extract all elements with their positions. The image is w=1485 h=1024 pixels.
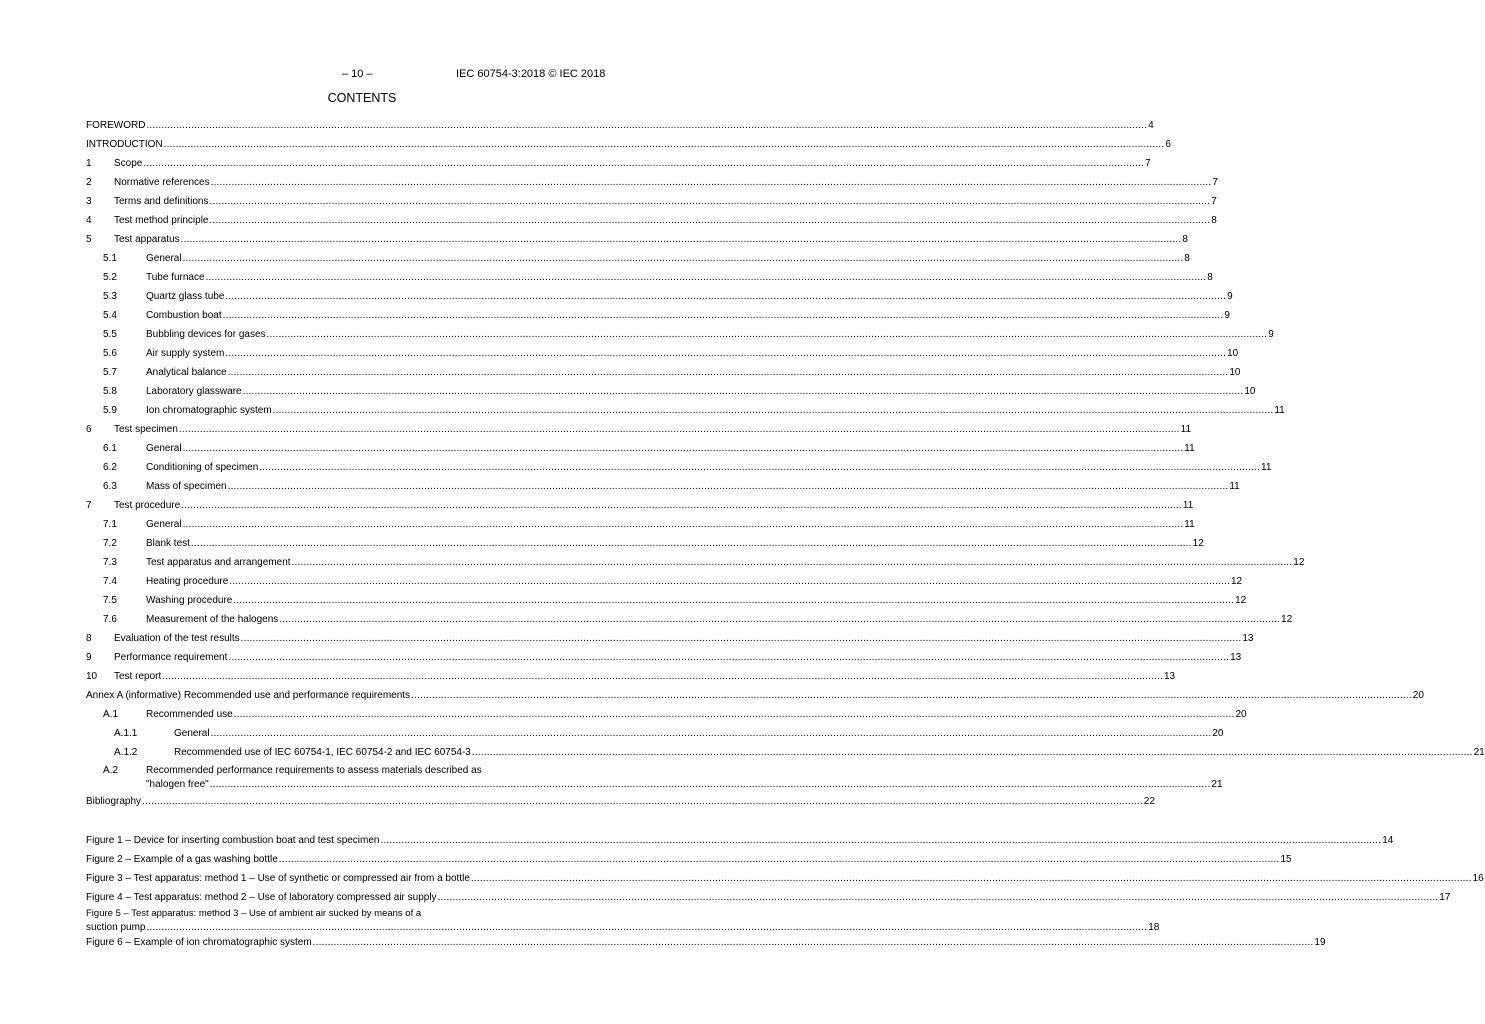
toc-entry-label: Mass of specimen bbox=[146, 481, 227, 492]
toc-entry[interactable] bbox=[86, 401, 1285, 420]
toc-entry-number: 5.2 bbox=[103, 272, 117, 283]
toc-entry-label-line1: Recommended performance requirements to assess materials described as bbox=[146, 765, 482, 776]
toc-entry-label: Test apparatus bbox=[114, 234, 180, 245]
toc-entry-page: 12 bbox=[1293, 557, 1305, 568]
toc-entry-page: 13 bbox=[1230, 652, 1242, 663]
toc-entry-page: 20 bbox=[1212, 728, 1224, 739]
toc-entry-page: 12 bbox=[1192, 538, 1204, 549]
toc-entry-label: Combustion boat bbox=[146, 310, 222, 321]
toc-entry[interactable] bbox=[86, 743, 1485, 762]
toc-entry-label: Blank test bbox=[146, 538, 190, 549]
page-number: – 10 – bbox=[342, 68, 373, 80]
toc-entry-page: 11 bbox=[1180, 424, 1192, 435]
toc-entry-label-line2: "halogen free" bbox=[146, 779, 209, 790]
toc-entry-page: 13 bbox=[1242, 633, 1254, 644]
toc-entry-number: 6.3 bbox=[103, 481, 117, 492]
toc-entry[interactable] bbox=[86, 591, 1247, 610]
toc-entry[interactable] bbox=[86, 477, 1240, 496]
toc-entry-number: 5.8 bbox=[103, 386, 117, 397]
toc-entry-number: 5 bbox=[86, 234, 92, 245]
toc-entry-label: Test method principle bbox=[114, 215, 209, 226]
toc-entry[interactable] bbox=[86, 268, 1213, 287]
figure-entry-page: 19 bbox=[1314, 937, 1326, 948]
toc-entry[interactable] bbox=[86, 211, 1217, 230]
toc-entry[interactable] bbox=[86, 724, 1224, 743]
figure-entry[interactable] bbox=[86, 888, 1451, 907]
toc-entry[interactable] bbox=[86, 496, 1194, 515]
toc-entry-page: 7 bbox=[1145, 158, 1151, 169]
toc-entry-page: 9 bbox=[1227, 291, 1233, 302]
toc-entry-label: Ion chromatographic system bbox=[146, 405, 272, 416]
toc-entry[interactable] bbox=[86, 154, 1151, 173]
toc-entry-bibliography[interactable] bbox=[86, 792, 1155, 811]
toc-entry-label: Test specimen bbox=[114, 424, 178, 435]
toc-entry-page: 8 bbox=[1184, 253, 1190, 264]
toc-entry[interactable] bbox=[86, 515, 1195, 534]
toc-entry[interactable] bbox=[86, 534, 1204, 553]
toc-entry[interactable] bbox=[86, 762, 1223, 792]
toc-entry-number: A.1.1 bbox=[114, 728, 138, 739]
toc-entry-page: 13 bbox=[1163, 671, 1176, 682]
figure-entry[interactable] bbox=[86, 933, 1326, 952]
figure-entry-page: 18 bbox=[1148, 922, 1160, 933]
toc-entry-label: General bbox=[146, 443, 182, 454]
toc-entry-page: 10 bbox=[1227, 348, 1239, 359]
toc-entry-number: 5.5 bbox=[103, 329, 117, 340]
toc-entry-number: 5.3 bbox=[103, 291, 117, 302]
toc-entry-page: 11 bbox=[1184, 443, 1195, 454]
toc-entry-label: Quartz glass tube bbox=[146, 291, 225, 302]
figure-entry-label-line2: suction pump bbox=[86, 922, 146, 933]
toc-entry-number: 1 bbox=[86, 158, 92, 169]
toc-entry-page: 10 bbox=[1244, 386, 1256, 397]
toc-entry-label: Test report bbox=[114, 671, 162, 682]
toc-entry-label: Conditioning of specimen bbox=[146, 462, 259, 473]
figure-entry-page: 14 bbox=[1382, 835, 1394, 846]
toc-entry-label: Terms and definitions bbox=[114, 196, 209, 207]
toc-entry-foreword[interactable] bbox=[86, 116, 1154, 135]
toc-entry-page: 8 bbox=[1211, 215, 1217, 226]
toc-entry[interactable] bbox=[86, 553, 1305, 572]
toc-entry-page: 11 bbox=[1182, 500, 1194, 511]
toc-entry-label: General bbox=[174, 728, 210, 739]
toc-entry-label: Normative references bbox=[114, 177, 210, 188]
toc-entry-introduction[interactable] bbox=[86, 135, 1171, 154]
toc-entry[interactable] bbox=[86, 306, 1230, 325]
toc-entry-number: 9 bbox=[86, 652, 92, 663]
toc-entry-label: Bibliography bbox=[86, 796, 142, 807]
toc-entry[interactable] bbox=[86, 667, 1176, 686]
toc-entry-label: FOREWORD bbox=[86, 120, 146, 131]
toc-entry-label: Tube furnace bbox=[146, 272, 205, 283]
figure-entry[interactable] bbox=[86, 907, 1160, 933]
toc-entry-page: 7 bbox=[1211, 196, 1217, 207]
figure-entry-label: Figure 3 – Test apparatus: method 1 – Use of synthetic or compressed air from a bottle bbox=[86, 873, 470, 884]
document-reference: IEC 60754-3:2018 © IEC 2018 bbox=[456, 68, 606, 80]
toc-entry-number: 7.3 bbox=[103, 557, 117, 568]
toc-entry-label: Performance requirement bbox=[114, 652, 228, 663]
toc-entry-annex-a[interactable] bbox=[86, 686, 1424, 705]
toc-entry-label: Evaluation of the test results bbox=[114, 633, 240, 644]
toc-entry-number: 10 bbox=[86, 671, 98, 682]
toc-entry-label: General bbox=[146, 519, 182, 530]
figure-entry-label: Figure 4 – Test apparatus: method 2 – Use of laboratory compressed air supply bbox=[86, 892, 437, 903]
toc-entry-page: 12 bbox=[1281, 614, 1293, 625]
toc-entry-number: 5.9 bbox=[103, 405, 117, 416]
toc-entry-page: 20 bbox=[1235, 709, 1247, 720]
toc-entry-label: Heating procedure bbox=[146, 576, 229, 587]
toc-entry-page: 12 bbox=[1231, 576, 1243, 587]
toc-entry-number: 7.2 bbox=[103, 538, 117, 549]
figure-entry[interactable] bbox=[86, 831, 1394, 850]
toc-entry-number: 7 bbox=[86, 500, 92, 511]
figure-entry-label: Figure 6 – Example of ion chromatographic system bbox=[86, 937, 312, 948]
toc-entry-label: Air supply system bbox=[146, 348, 225, 359]
toc-entry-number: 7.5 bbox=[103, 595, 117, 606]
toc-entry-number: A.1.2 bbox=[114, 747, 138, 758]
toc-entry[interactable] bbox=[86, 572, 1243, 591]
toc-entry-number: 5.6 bbox=[103, 348, 117, 359]
toc-entry[interactable] bbox=[86, 382, 1256, 401]
toc-entry-label: Scope bbox=[114, 158, 143, 169]
figure-entry[interactable] bbox=[86, 850, 1292, 869]
toc-entry-number: 6.1 bbox=[103, 443, 117, 454]
toc-entry-page: 11 bbox=[1261, 462, 1272, 473]
toc-entry-page: 9 bbox=[1268, 329, 1274, 340]
toc-entry[interactable] bbox=[86, 344, 1239, 363]
figure-entry[interactable] bbox=[86, 869, 1484, 888]
toc-entry-number: 5.1 bbox=[103, 253, 117, 264]
toc-entry-page: 21 bbox=[1211, 779, 1223, 790]
toc-entry-number: 4 bbox=[86, 215, 92, 226]
toc-entry-number: 6.2 bbox=[103, 462, 117, 473]
toc-entry-page: 8 bbox=[1207, 272, 1213, 283]
toc-entry-page: 12 bbox=[1235, 595, 1247, 606]
toc-entry-number: 8 bbox=[86, 633, 92, 644]
toc-entry-label: Annex A (informative) Recommended use and performance requirements bbox=[86, 690, 411, 701]
table-of-contents bbox=[86, 116, 1485, 952]
toc-entry-page: 11 bbox=[1229, 481, 1240, 492]
toc-entry-number: 6 bbox=[86, 424, 92, 435]
figure-entry-page: 15 bbox=[1280, 854, 1292, 865]
toc-entry-label: Bubbling devices for gases bbox=[146, 329, 266, 340]
toc-entry-page: 22 bbox=[1143, 796, 1155, 807]
toc-entry[interactable] bbox=[86, 173, 1218, 192]
toc-entry[interactable] bbox=[86, 363, 1241, 382]
contents-title: CONTENTS bbox=[327, 91, 397, 105]
toc-entry-number: 7.1 bbox=[103, 519, 117, 530]
toc-entry-page: 10 bbox=[1229, 367, 1241, 378]
toc-entry[interactable] bbox=[86, 325, 1274, 344]
figure-entry-page: 17 bbox=[1439, 892, 1451, 903]
toc-entry-number: 7.6 bbox=[103, 614, 117, 625]
toc-entry-label: Laboratory glassware bbox=[146, 386, 242, 397]
toc-entry-page: 8 bbox=[1182, 234, 1188, 245]
toc-entry[interactable] bbox=[86, 705, 1247, 724]
figure-entry-label: Figure 2 – Example of a gas washing bottle bbox=[86, 854, 278, 865]
toc-entry[interactable] bbox=[86, 192, 1217, 211]
toc-entry-page: 6 bbox=[1165, 139, 1171, 150]
toc-entry-label: Washing procedure bbox=[146, 595, 233, 606]
toc-entry-number: 3 bbox=[86, 196, 92, 207]
toc-entry[interactable] bbox=[86, 610, 1293, 629]
toc-entry-number: 7.4 bbox=[103, 576, 117, 587]
toc-entry-number: 5.4 bbox=[103, 310, 117, 321]
toc-entry[interactable] bbox=[86, 439, 1195, 458]
toc-entry-label: Recommended use of IEC 60754-1, IEC 60754-2 and IEC 60754-3 bbox=[174, 747, 471, 758]
toc-entry-number: 5.7 bbox=[103, 367, 117, 378]
toc-entry[interactable] bbox=[86, 648, 1242, 667]
figure-entry-label: Figure 1 – Device for inserting combustion boat and test specimen bbox=[86, 835, 380, 846]
toc-entry[interactable] bbox=[86, 249, 1190, 268]
figure-entry-page: 16 bbox=[1472, 873, 1484, 884]
toc-entry[interactable] bbox=[86, 458, 1272, 477]
toc-entry-label: INTRODUCTION bbox=[86, 139, 163, 150]
toc-entry-page: 7 bbox=[1212, 177, 1218, 188]
figure-entry-label-line1: Figure 5 – Test apparatus: method 3 – Use of ambient air sucked by means of a bbox=[86, 908, 422, 919]
toc-entry-label: Recommended use bbox=[146, 709, 233, 720]
toc-entry[interactable] bbox=[86, 230, 1188, 249]
toc-entry-number: 2 bbox=[86, 177, 92, 188]
toc-entry-label: Test apparatus and arrangement bbox=[146, 557, 291, 568]
toc-entry-label: General bbox=[146, 253, 182, 264]
toc-entry-page: 9 bbox=[1224, 310, 1230, 321]
toc-entry[interactable] bbox=[86, 287, 1233, 306]
toc-entry-page: 4 bbox=[1148, 120, 1154, 131]
toc-entry-page: 21 bbox=[1473, 747, 1485, 758]
toc-entry-label: Analytical balance bbox=[146, 367, 227, 378]
toc-entry-number: A.1 bbox=[103, 709, 119, 720]
toc-entry-page: 11 bbox=[1274, 405, 1285, 416]
toc-entry-page: 11 bbox=[1184, 519, 1195, 530]
toc-entry-number: A.2 bbox=[103, 765, 119, 776]
toc-entry-label: Test procedure bbox=[114, 500, 181, 511]
toc-entry[interactable] bbox=[86, 420, 1192, 439]
toc-entry-label: Measurement of the halogens bbox=[146, 614, 279, 625]
toc-entry-page: 20 bbox=[1412, 690, 1424, 701]
toc-entry[interactable] bbox=[86, 629, 1254, 648]
